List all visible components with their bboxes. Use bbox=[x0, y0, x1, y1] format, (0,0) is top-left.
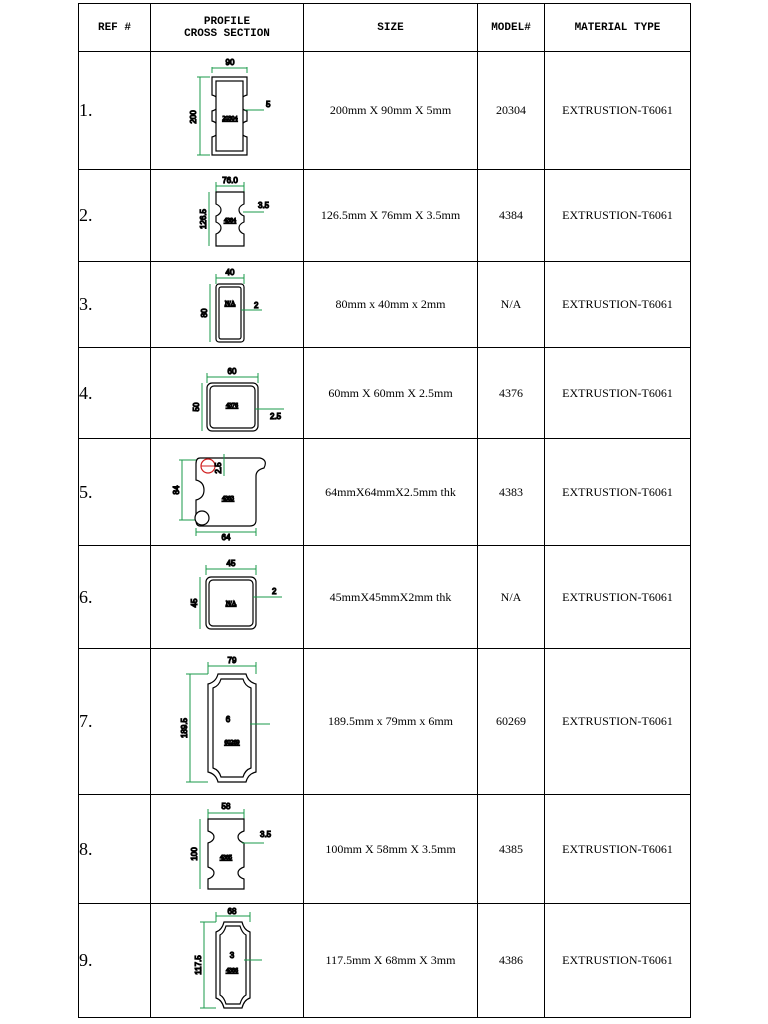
profile-model-label: N/A bbox=[224, 300, 236, 307]
profile-drawing-cell bbox=[151, 170, 304, 262]
profile-drawing bbox=[152, 797, 302, 901]
profile-inner-wall bbox=[220, 926, 246, 1004]
header-row bbox=[79, 4, 691, 52]
material-value: EXTRUSTION-T6061 bbox=[545, 904, 691, 1018]
material-value: EXTRUSTION-T6061 bbox=[545, 170, 691, 262]
thickness-dimension: 2.5 bbox=[270, 412, 282, 421]
ref-number: 8. bbox=[79, 795, 151, 904]
material-value: EXTRUSTION-T6061 bbox=[545, 546, 691, 649]
profile-drawing-cell bbox=[151, 439, 304, 546]
thickness-dimension: 3.5 bbox=[260, 830, 272, 839]
header-ref: REF # bbox=[79, 4, 151, 52]
model-value: 60269 bbox=[478, 649, 545, 795]
ref-number: 4. bbox=[79, 348, 151, 439]
material-value: EXTRUSTION-T6061 bbox=[545, 439, 691, 546]
height-dimension: 100 bbox=[190, 847, 199, 861]
model-value: 20304 bbox=[478, 52, 545, 170]
model-value: N/A bbox=[478, 262, 545, 348]
width-dimension: 76.0 bbox=[222, 175, 238, 185]
size-value: 126.5mm X 76mm X 3.5mm bbox=[304, 170, 478, 262]
header-profile bbox=[151, 4, 304, 52]
profile-model-label: 4376 bbox=[226, 403, 238, 409]
profile-inner-wall bbox=[219, 287, 241, 339]
profile-drawing bbox=[152, 264, 302, 346]
profile-drawing bbox=[152, 547, 302, 647]
profile-drawing-cell bbox=[151, 795, 304, 904]
table-row bbox=[79, 348, 691, 439]
thickness-dimension: 2 bbox=[254, 300, 259, 310]
table-row bbox=[79, 52, 691, 170]
size-value: 189.5mm x 79mm x 6mm bbox=[304, 649, 478, 795]
width-dimension: 90 bbox=[225, 57, 235, 67]
table-row bbox=[79, 904, 691, 1018]
profile-spec-table bbox=[78, 3, 691, 1018]
profile-model-label: 4383 bbox=[222, 496, 234, 502]
profile-drawing-cell bbox=[151, 546, 304, 649]
header-material: MATERIAL TYPE bbox=[545, 4, 691, 52]
width-dimension: 79 bbox=[227, 655, 237, 665]
table-row bbox=[79, 439, 691, 546]
profile-outline bbox=[208, 819, 244, 889]
profile-drawing-cell bbox=[151, 649, 304, 795]
profile-drawing bbox=[152, 652, 302, 792]
table-row bbox=[79, 795, 691, 904]
profile-drawing-cell bbox=[151, 262, 304, 348]
profile-model-label: 4386 bbox=[226, 967, 238, 974]
profile-model-label: 60269 bbox=[224, 739, 240, 746]
material-value: EXTRUSTION-T6061 bbox=[545, 795, 691, 904]
profile-inner-wall bbox=[213, 679, 251, 777]
material-value: EXTRUSTION-T6061 bbox=[545, 262, 691, 348]
header-size: SIZE bbox=[304, 4, 478, 52]
bottom-channel-circle bbox=[195, 511, 209, 525]
table-row bbox=[79, 262, 691, 348]
thickness-dimension: 3 bbox=[229, 950, 235, 960]
width-dimension: 45 bbox=[226, 559, 236, 568]
size-value: 45mmX45mmX2mm thk bbox=[304, 546, 478, 649]
size-value: 100mm X 58mm X 3.5mm bbox=[304, 795, 478, 904]
table-row bbox=[79, 649, 691, 795]
height-dimension: 126.5 bbox=[199, 208, 208, 229]
size-value: 80mm x 40mm x 2mm bbox=[304, 262, 478, 348]
profile-drawing bbox=[152, 906, 302, 1016]
size-value: 64mmX64mmX2.5mm thk bbox=[304, 439, 478, 546]
ref-number: 2. bbox=[79, 170, 151, 262]
height-dimension: 45 bbox=[190, 598, 199, 608]
height-dimension: 200 bbox=[189, 109, 198, 124]
header-profile-line2: CROSS SECTION bbox=[184, 27, 270, 40]
size-value: 117.5mm X 68mm X 3mm bbox=[304, 904, 478, 1018]
profile-drawing bbox=[152, 55, 302, 167]
material-value: EXTRUSTION-T6061 bbox=[545, 52, 691, 170]
ref-number: 7. bbox=[79, 649, 151, 795]
thickness-dimension: 3.5 bbox=[258, 200, 270, 210]
table-row bbox=[79, 546, 691, 649]
profile-drawing bbox=[152, 172, 302, 260]
profile-model-label: 20304 bbox=[222, 115, 238, 122]
profile-drawing-cell bbox=[151, 52, 304, 170]
height-dimension: 50 bbox=[192, 402, 201, 412]
profile-drawing-cell bbox=[151, 904, 304, 1018]
width-dimension: 40 bbox=[225, 267, 235, 277]
width-dimension: 60 bbox=[227, 367, 237, 376]
width-dimension: 64 bbox=[221, 533, 231, 542]
ref-number: 6. bbox=[79, 546, 151, 649]
profile-model-label: N/A bbox=[225, 601, 237, 607]
header-profile-line1: PROFILE bbox=[203, 15, 251, 28]
ref-number: 5. bbox=[79, 439, 151, 546]
model-value: 4376 bbox=[478, 348, 545, 439]
model-value: 4385 bbox=[478, 795, 545, 904]
material-value: EXTRUSTION-T6061 bbox=[545, 348, 691, 439]
table-row bbox=[79, 170, 691, 262]
material-value: EXTRUSTION-T6061 bbox=[545, 649, 691, 795]
model-value: N/A bbox=[478, 546, 545, 649]
ref-number: 3. bbox=[79, 262, 151, 348]
width-dimension: 68 bbox=[227, 906, 237, 916]
profile-drawing-cell bbox=[151, 348, 304, 439]
model-value: 4384 bbox=[478, 170, 545, 262]
profile-model-label: 4384 bbox=[224, 217, 236, 224]
thickness-dimension: 5 bbox=[266, 99, 271, 109]
profile-drawing bbox=[152, 440, 302, 544]
thickness-dimension: 2 bbox=[272, 587, 277, 596]
size-value: 60mm X 60mm X 2.5mm bbox=[304, 348, 478, 439]
ref-number: 9. bbox=[79, 904, 151, 1018]
profile-model-label: 4385 bbox=[220, 855, 232, 861]
model-value: 4383 bbox=[478, 439, 545, 546]
width-dimension: 58 bbox=[221, 802, 231, 811]
size-value: 200mm X 90mm X 5mm bbox=[304, 52, 478, 170]
thickness-dimension: 6 bbox=[225, 714, 231, 724]
height-dimension: 117.5 bbox=[194, 954, 203, 975]
header-model: MODEL# bbox=[478, 4, 545, 52]
height-dimension: 189.5 bbox=[180, 717, 189, 738]
ref-number: 1. bbox=[79, 52, 151, 170]
height-dimension: 84 bbox=[172, 485, 181, 495]
model-value: 4386 bbox=[478, 904, 545, 1018]
thickness-dimension: 2.5 bbox=[214, 462, 223, 474]
height-dimension: 80 bbox=[200, 308, 209, 317]
profile-drawing bbox=[152, 349, 302, 437]
